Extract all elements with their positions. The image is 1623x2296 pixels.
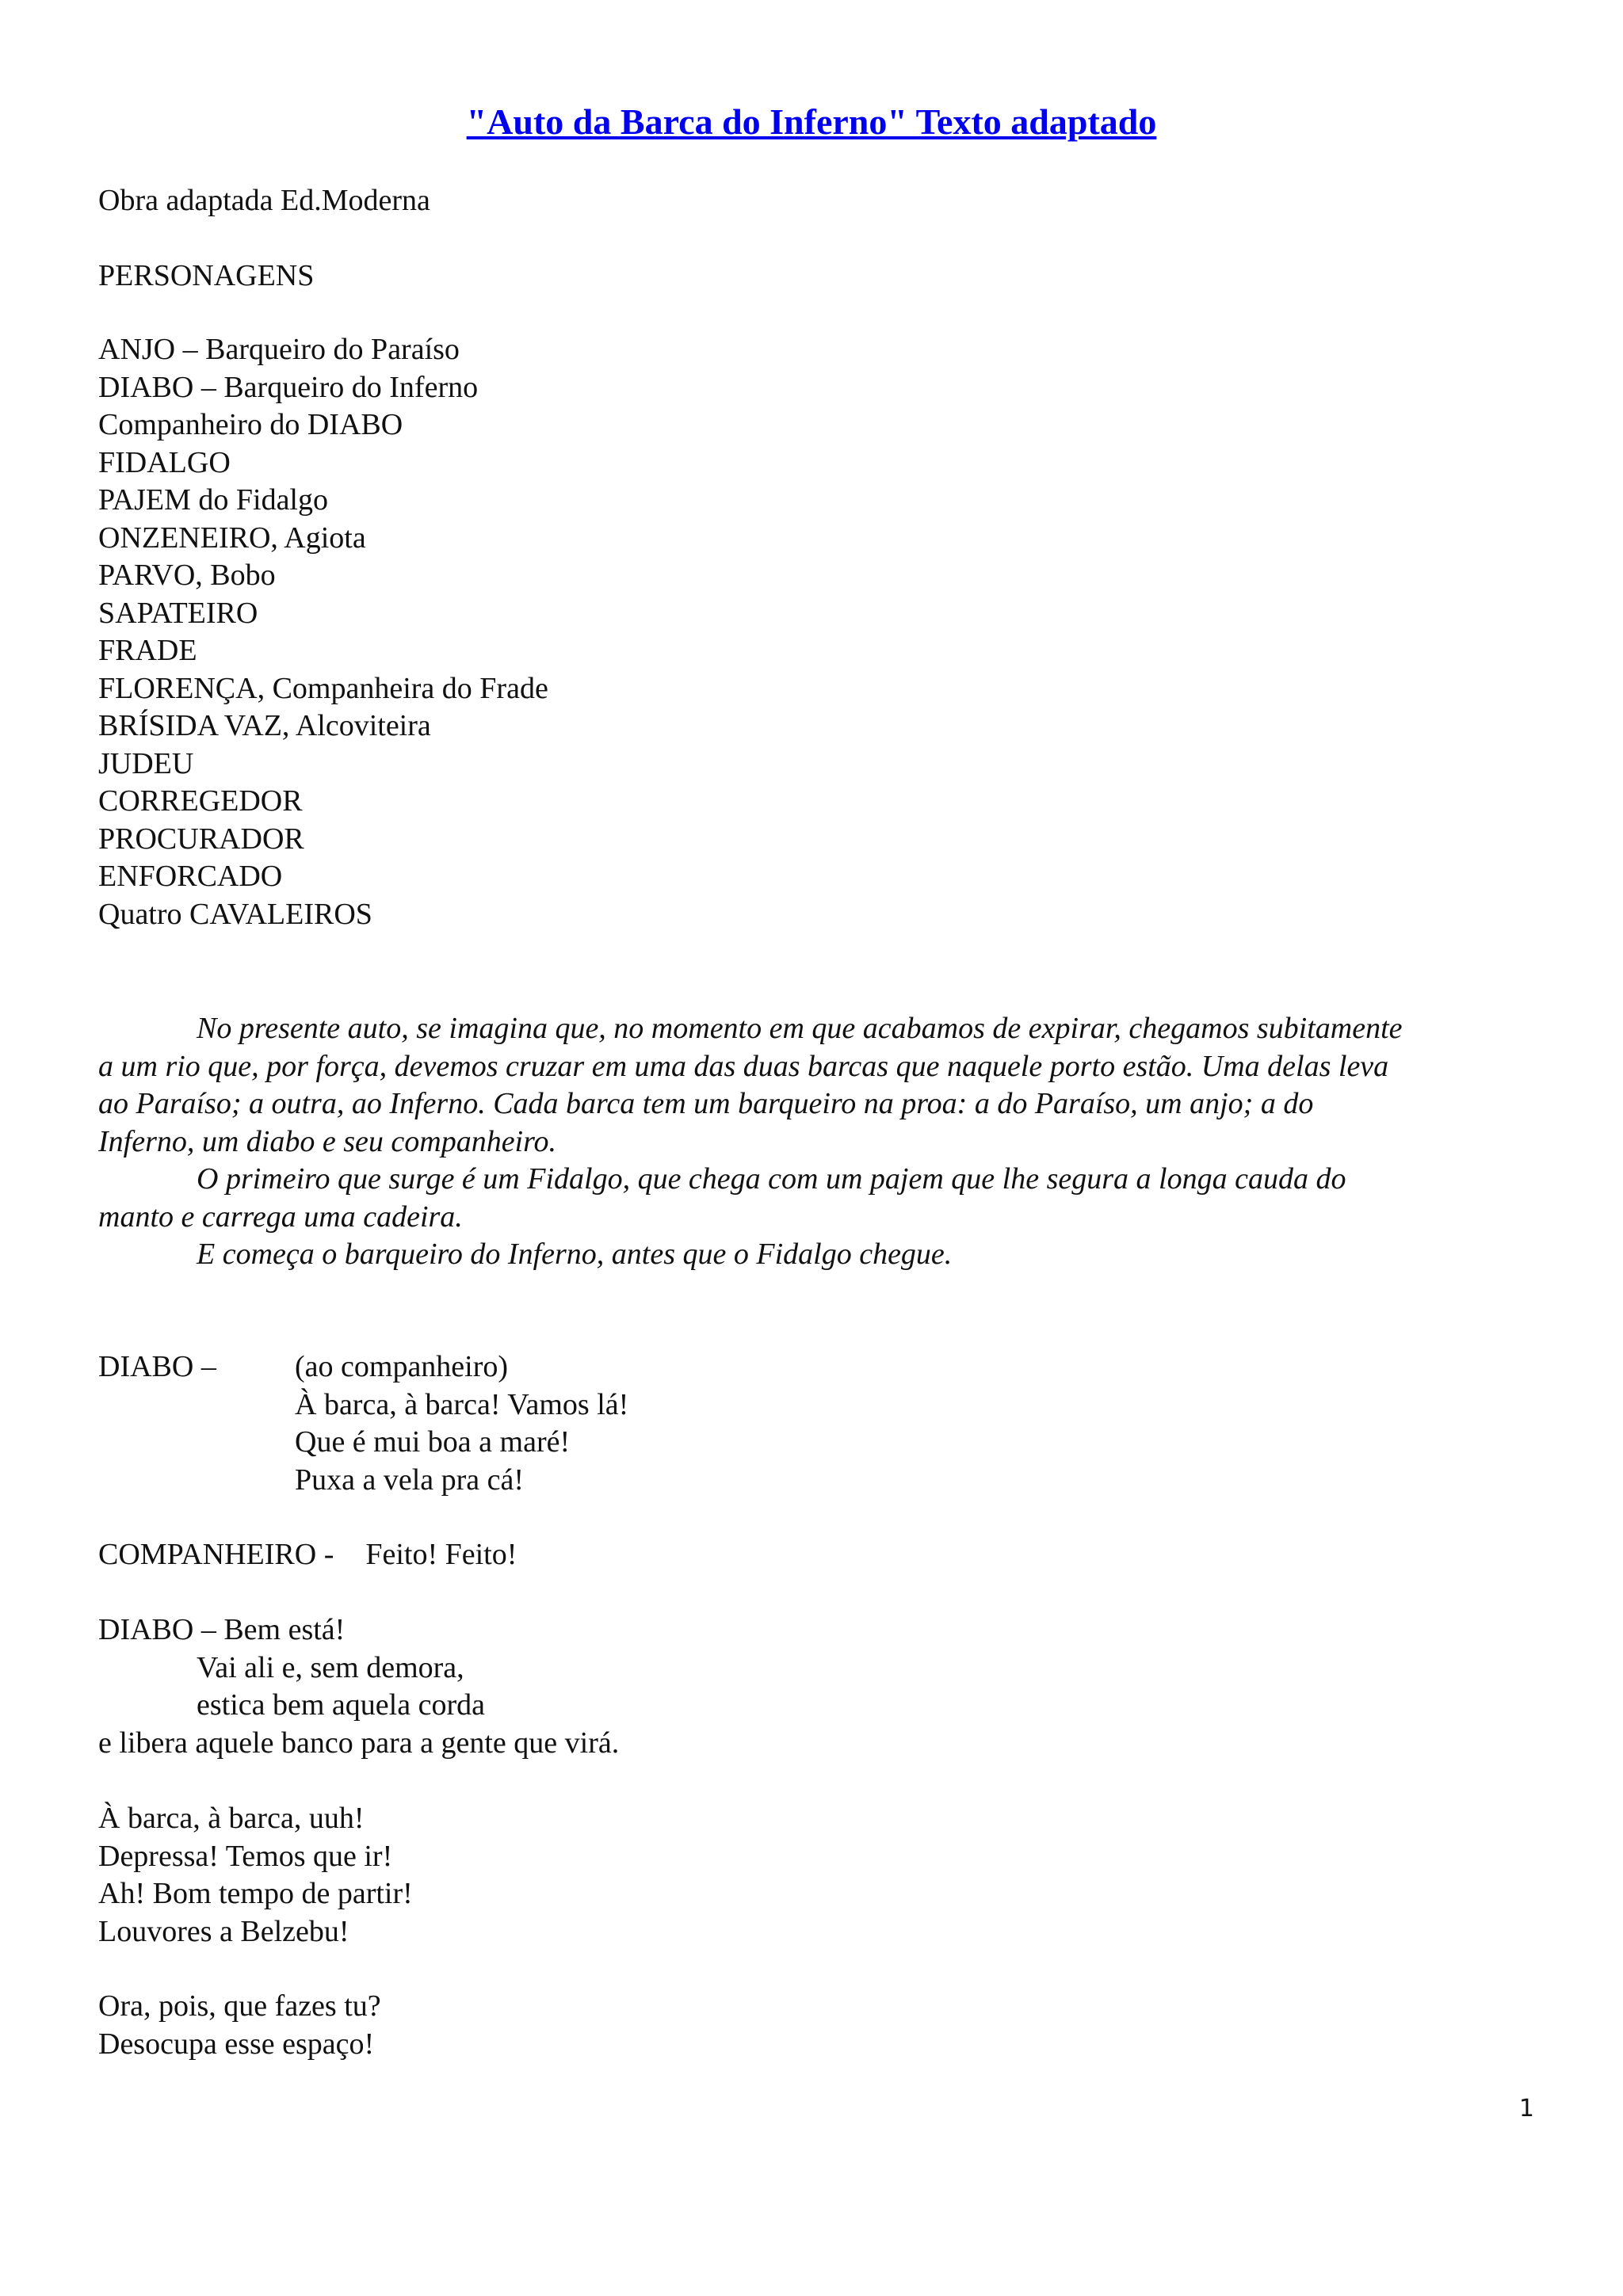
cast-item: FRADE	[98, 634, 197, 667]
cast-item: PAJEM do Fidalgo	[98, 483, 328, 517]
cast-item: Quatro CAVALEIROS	[98, 897, 372, 931]
dialogue-diabo-2	[98, 1611, 619, 1762]
speech-line: Ora, pois, que fazes tu?	[98, 1989, 381, 2023]
speech-lines	[295, 1386, 628, 1500]
stanza-2	[98, 1988, 381, 2063]
cast-item: ONZENEIRO, Agiota	[98, 521, 366, 555]
intro-line: manto e carrega uma cadeira.	[98, 1199, 463, 1234]
speech-line: e libera aquele banco para a gente que virá.	[98, 1726, 620, 1760]
stanza-1	[98, 1800, 413, 1951]
cast-item: FLORENÇA, Companheira do Frade	[98, 671, 548, 705]
speech-line: Desocupa esse espaço!	[98, 2027, 375, 2061]
intro-line: E começa o barqueiro do Inferno, antes que o Fidalgo chegue.	[197, 1238, 953, 1271]
intro-line: a um rio que, por força, devemos cruzar em uma das duas barcas que naquele porto estão. Uma delas leva	[98, 1049, 1389, 1083]
cast-item: PROCURADOR	[98, 822, 304, 856]
speech-line: DIABO – Bem está!	[98, 1613, 346, 1646]
dialogue-diabo-1	[98, 1348, 629, 1497]
introduction-text	[98, 1010, 1525, 1274]
page-number: 1	[1518, 2095, 1534, 2122]
speaker-name: COMPANHEIRO -	[98, 1538, 334, 1571]
speech-line: Que é mui boa a maré!	[295, 1425, 571, 1459]
speech-line: À barca, à barca, uuh!	[98, 1802, 365, 1835]
speech-line: estica bem aquela corda	[197, 1688, 485, 1722]
cast-heading: PERSONAGENS	[98, 259, 315, 292]
cast-item: FIDALGO	[98, 445, 231, 479]
cast-item: BRÍSIDA VAZ, Alcoviteira	[98, 709, 431, 742]
cast-item: SAPATEIRO	[98, 596, 258, 630]
speech-line: Ah! Bom tempo de partir!	[98, 1877, 413, 1910]
cast-item: ENFORCADO	[98, 860, 283, 893]
speech-line: À barca, à barca! Vamos lá!	[295, 1387, 629, 1421]
cast-item: DIABO – Barqueiro do Inferno	[98, 370, 479, 404]
edition-note: Obra adaptada Ed.Moderna	[98, 184, 430, 217]
intro-line: O primeiro que surge é um Fidalgo, que chega com um pajem que lhe segura a longa cauda do	[197, 1162, 1346, 1196]
document-title-link[interactable]: "Auto da Barca do Inferno" Texto adaptado	[466, 101, 1157, 142]
speech-line: Depressa! Temos que ir!	[98, 1839, 393, 1873]
cast-item: CORREGEDOR	[98, 784, 303, 818]
cast-item: Companheiro do DIABO	[98, 408, 403, 441]
cast-list	[98, 331, 548, 933]
stage-direction: (ao companheiro)	[295, 1350, 509, 1383]
cast-item: ANJO – Barqueiro do Paraíso	[98, 333, 460, 366]
speech-line: Louvores a Belzebu!	[98, 1914, 349, 1948]
speech-line: Feito! Feito!	[365, 1538, 517, 1571]
speaker-name: DIABO –	[98, 1350, 216, 1383]
cast-item: PARVO, Bobo	[98, 559, 276, 592]
intro-line: No presente auto, se imagina que, no momento em que acabamos de expirar, chegamos subitamente	[197, 1012, 1403, 1045]
speech-line: Puxa a vela pra cá!	[295, 1463, 525, 1497]
dialogue-companheiro	[98, 1536, 517, 1574]
intro-line: ao Paraíso; a outra, ao Inferno. Cada barca tem um barqueiro na proa: a do Paraíso, um anjo; a do	[98, 1087, 1314, 1120]
speech-line: Vai ali e, sem demora,	[197, 1650, 464, 1684]
intro-line: Inferno, um diabo e seu companheiro.	[98, 1124, 556, 1158]
cast-item: JUDEU	[98, 746, 194, 780]
